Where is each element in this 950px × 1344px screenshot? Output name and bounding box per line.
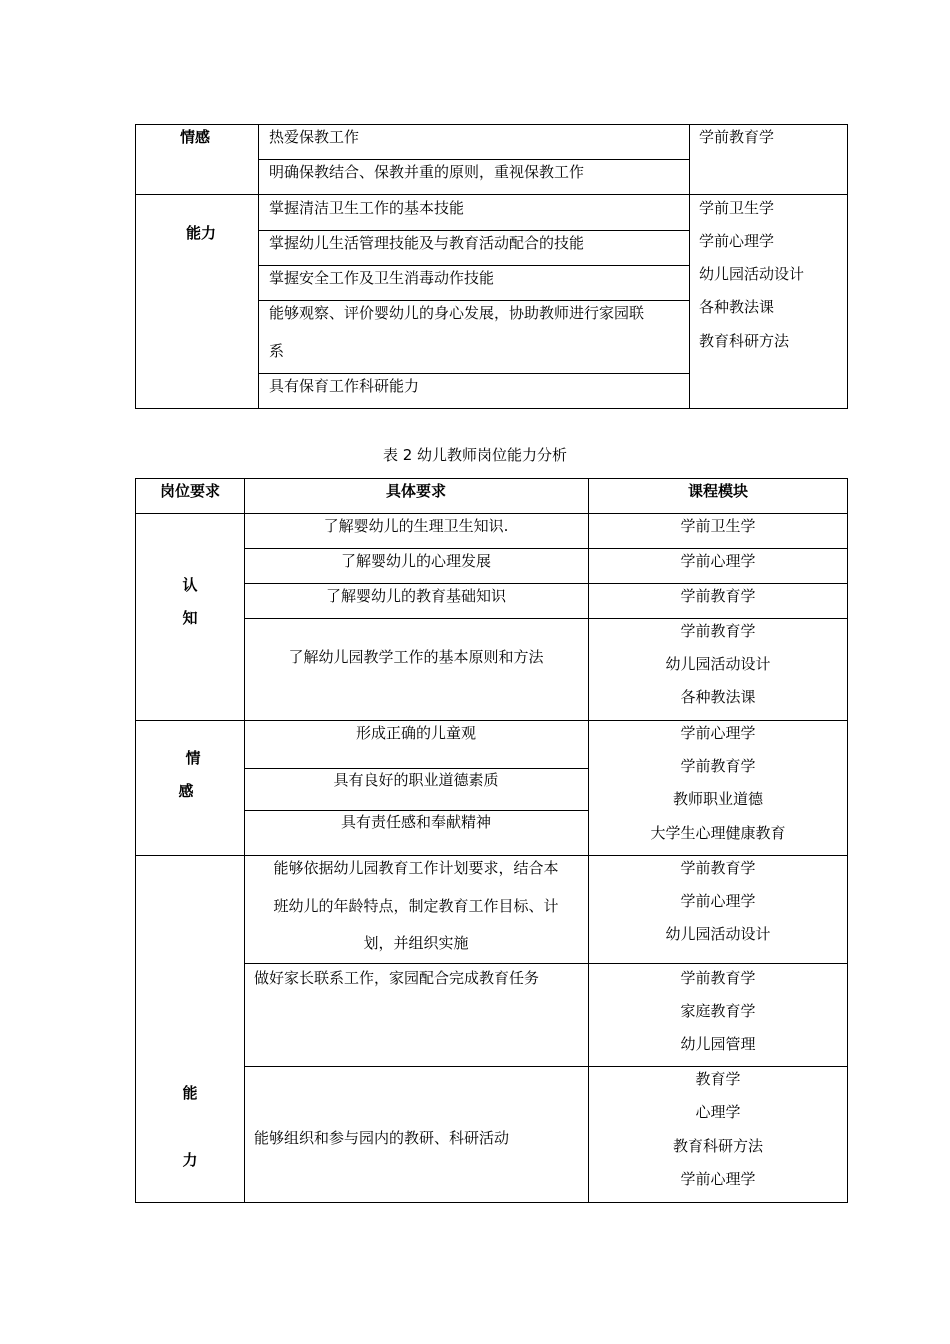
- t2-border-left: [135, 478, 136, 1203]
- t2-header-sep: [135, 513, 848, 514]
- t1-course: 学前心理学: [699, 232, 775, 250]
- t2-course: 家庭教育学: [680, 1002, 756, 1020]
- table-2-caption: 表 2 幼儿教师岗位能力分析: [382, 446, 568, 464]
- t2-course: 心理学: [695, 1103, 741, 1121]
- t2-requirement: 了解婴幼儿的心理发展: [340, 552, 492, 570]
- t1-course: 各种教法课: [699, 298, 775, 316]
- t1-border-right: [847, 124, 848, 409]
- t2-course: 教育科研方法: [672, 1137, 764, 1155]
- t2-requirement: 形成正确的儿童观: [355, 724, 477, 742]
- t1-col-sep-1: [258, 124, 259, 409]
- t2-requirement: 班幼儿的年龄特点，制定教育工作目标、计: [273, 897, 559, 915]
- t1-row-sep: [258, 300, 689, 301]
- t2-border-right: [847, 478, 848, 1203]
- t2-row-sep: [244, 768, 588, 769]
- t1-row-sep: [258, 159, 689, 160]
- t2-border-bottom: [135, 1202, 848, 1203]
- t2-requirement: 划，并组织实施: [363, 934, 469, 952]
- t2-course: 学前心理学: [680, 892, 756, 910]
- t2-course: 幼儿园活动设计: [665, 655, 771, 673]
- t2-header-cell: 具体要求: [385, 482, 447, 500]
- t2-course: 学前心理学: [680, 1170, 756, 1188]
- t1-requirement: 具有保育工作科研能力: [269, 377, 420, 395]
- t2-col-sep-2: [588, 478, 589, 1203]
- t2-section-label: 能: [182, 1084, 198, 1102]
- t2-course: 学前教育学: [680, 859, 756, 877]
- t1-requirement: 热爱保教工作: [269, 128, 360, 146]
- t1-row-sep: [258, 230, 689, 231]
- t2-border-top: [135, 478, 848, 479]
- t2-requirement: 了解婴幼儿的生理卫生知识.: [323, 517, 509, 535]
- t1-course: 幼儿园活动设计: [699, 265, 805, 283]
- t2-course: 大学生心理健康教育: [650, 824, 786, 842]
- t2-section-label: 认: [182, 576, 198, 594]
- t2-course: 幼儿园活动设计: [665, 925, 771, 943]
- t1-border-bottom: [135, 408, 848, 409]
- t2-course: 学前心理学: [680, 724, 756, 742]
- t1-requirement: 掌握幼儿生活管理技能及与教育活动配合的技能: [269, 234, 585, 252]
- t2-section-sep: [135, 855, 848, 856]
- t2-section-label: 情: [185, 749, 201, 767]
- t2-course: 学前教育学: [680, 969, 756, 987]
- t2-requirement: 能够依据幼儿园教育工作计划要求，结合本: [273, 859, 559, 877]
- t2-course: 教育学: [695, 1070, 741, 1088]
- t1-requirement: 明确保教结合、保教并重的原则，重视保教工作: [269, 163, 585, 181]
- t2-header-cell: 岗位要求: [159, 482, 221, 500]
- t1-course: 学前卫生学: [699, 199, 775, 217]
- t2-section-label: 知: [182, 609, 198, 627]
- t1-requirement: 掌握安全工作及卫生消毒动作技能: [269, 269, 495, 287]
- t2-requirement: 具有责任感和奉献精神: [340, 813, 492, 831]
- t1-row-sep: [258, 373, 689, 374]
- t2-requirement: 了解婴幼儿的教育基础知识: [325, 587, 507, 605]
- t1-course: 教育科研方法: [699, 332, 790, 350]
- t2-requirement: 能够组织和参与园内的教研、科研活动: [254, 1129, 510, 1147]
- t2-course: 学前教育学: [680, 757, 756, 775]
- t1-row-sep: [258, 265, 689, 266]
- t2-course: 学前教育学: [680, 587, 756, 605]
- t2-row-sep: [244, 1066, 848, 1067]
- t2-row-sep: [244, 963, 848, 964]
- t1-requirement: 能够观察、评价婴幼儿的身心发展，协助教师进行家园联: [269, 304, 645, 322]
- t2-section-sep: [135, 720, 848, 721]
- t2-course: 教师职业道德: [672, 790, 764, 808]
- t1-border-top: [135, 124, 848, 125]
- t1-course: 学前教育学: [699, 128, 775, 146]
- t2-row-sep: [244, 583, 848, 584]
- t2-course: 学前教育学: [680, 622, 756, 640]
- t2-requirement: 具有良好的职业道德素质: [333, 771, 499, 789]
- t2-row-sep: [244, 548, 848, 549]
- t2-col-sep-1: [244, 478, 245, 1203]
- t2-course: 学前心理学: [680, 552, 756, 570]
- t2-row-sep: [244, 618, 848, 619]
- t2-section-label: 感: [178, 782, 194, 800]
- t2-section-label: 力: [182, 1151, 198, 1169]
- t2-course: 各种教法课: [680, 688, 756, 706]
- t1-section-label: 能力: [185, 224, 217, 242]
- t2-course: 幼儿园管理: [680, 1035, 756, 1053]
- t1-border-left: [135, 124, 136, 409]
- t2-course: 学前卫生学: [680, 517, 756, 535]
- t2-requirement: 了解幼儿园教学工作的基本原则和方法: [288, 648, 544, 666]
- t1-requirement: 掌握清洁卫生工作的基本技能: [269, 199, 465, 217]
- t2-header-cell: 课程模块: [687, 482, 749, 500]
- t2-requirement: 做好家长联系工作，家园配合完成教育任务: [254, 969, 540, 987]
- t2-row-sep: [244, 810, 588, 811]
- t1-requirement: 系: [269, 342, 285, 360]
- t1-section-sep: [135, 194, 848, 195]
- t1-section-label: 情感: [179, 128, 211, 146]
- t1-col-sep-2: [689, 124, 690, 409]
